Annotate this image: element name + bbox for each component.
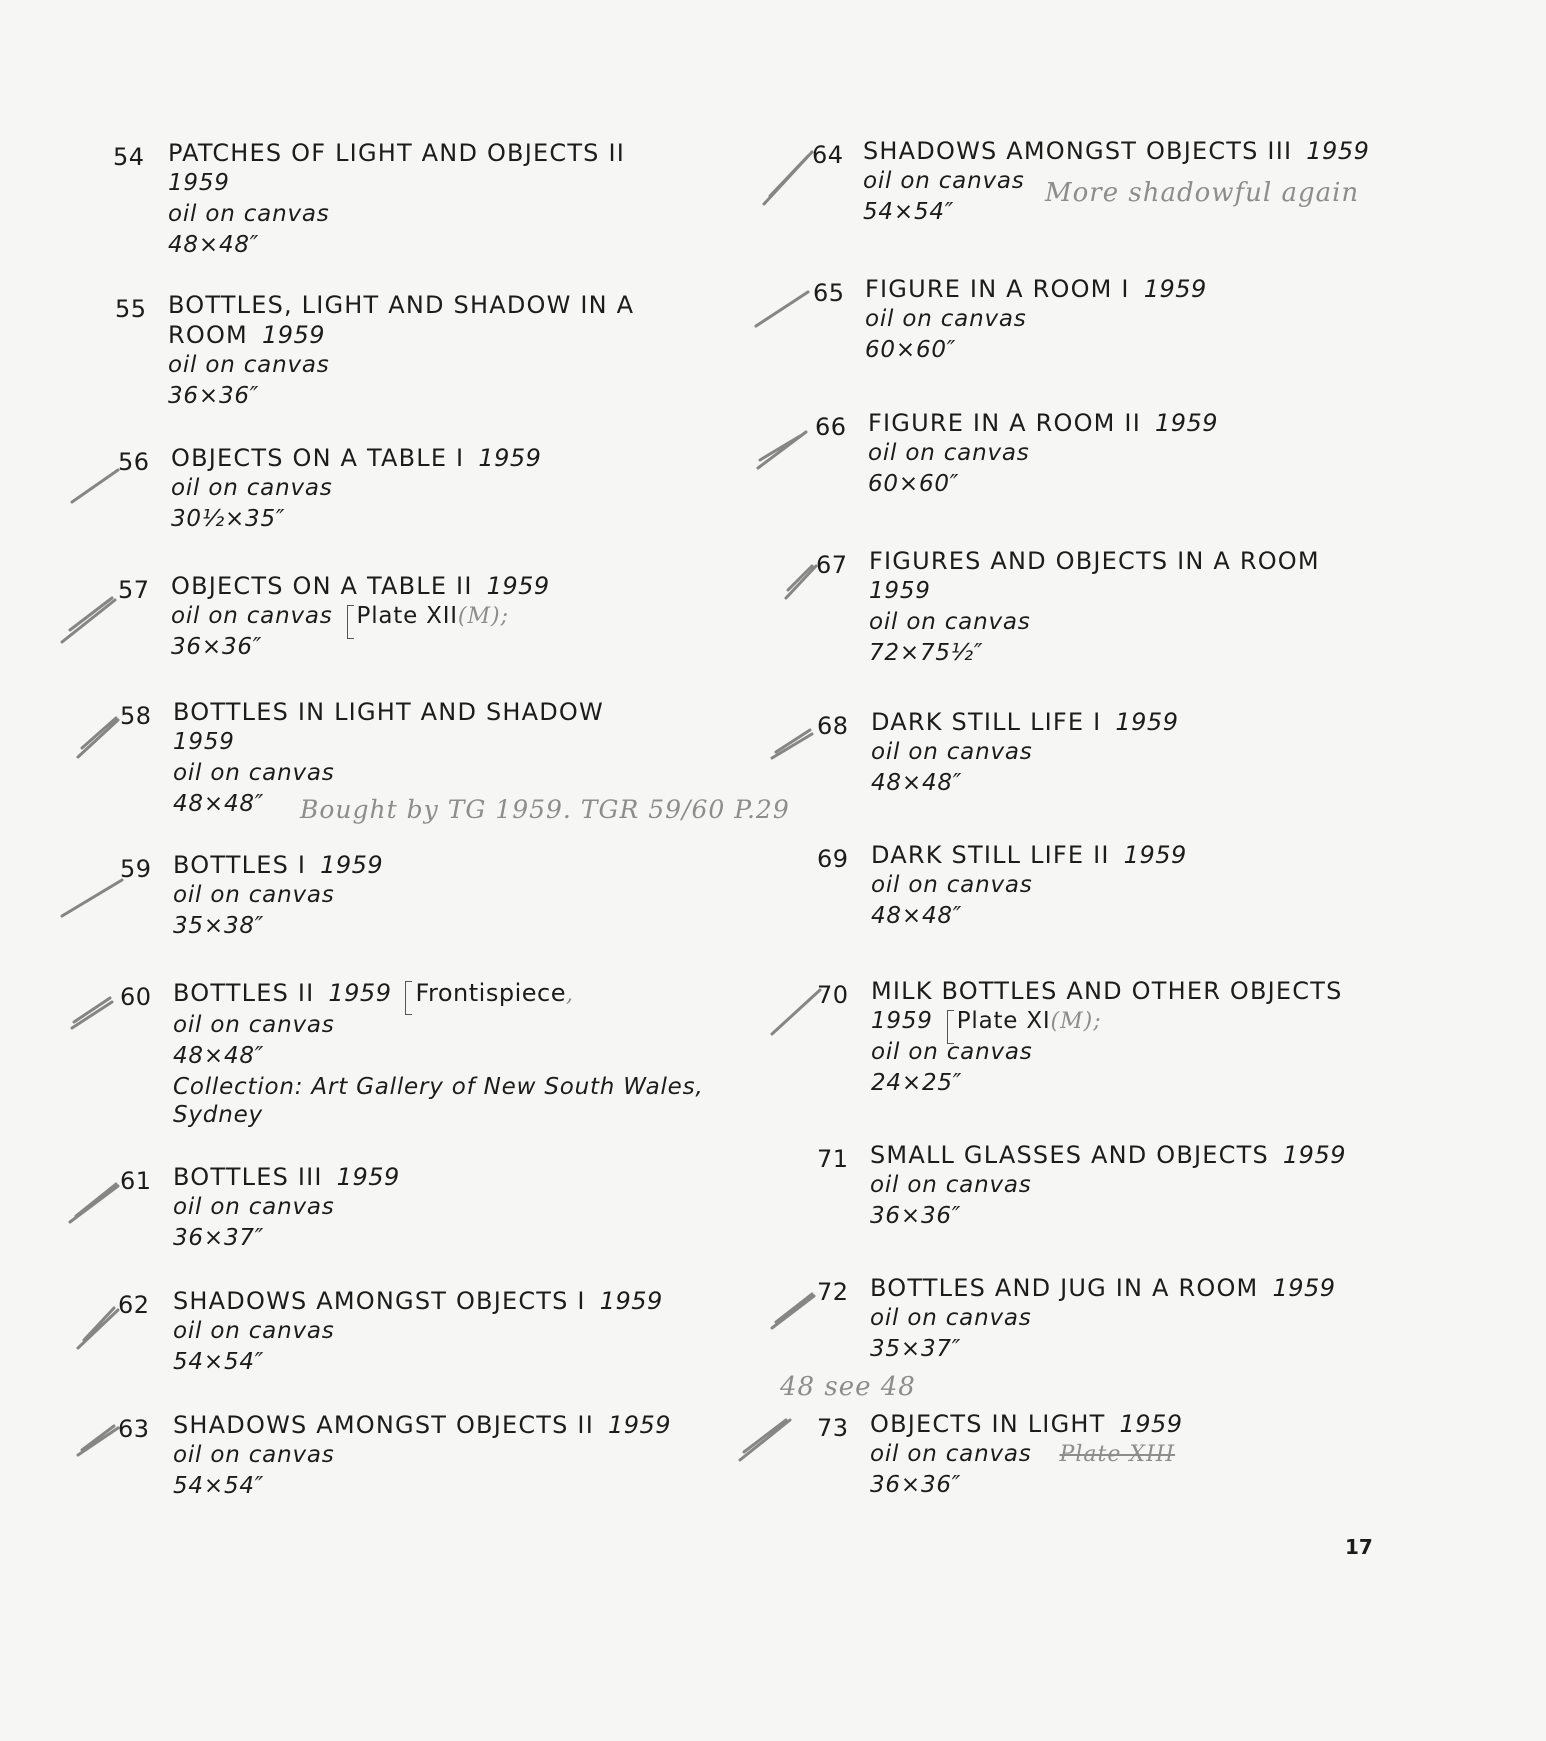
- entry-size: 48×48″: [871, 770, 963, 796]
- entry-medium: oil on canvas: [173, 1442, 335, 1468]
- entry-title: SMALL GLASSES AND OBJECTS: [870, 1141, 1269, 1169]
- entry-size: 36×36″: [870, 1203, 962, 1229]
- entry-year: 1959: [1282, 1141, 1346, 1169]
- entry-number: 66: [815, 413, 847, 441]
- entry-title: BOTTLES II: [173, 979, 315, 1007]
- entry-number: 55: [115, 295, 147, 323]
- tick-62-icon: [78, 1308, 118, 1348]
- tick-56-icon: [72, 470, 118, 502]
- entry-size: 36×37″: [173, 1225, 265, 1251]
- entry-size: 35×37″: [870, 1336, 962, 1362]
- entry-70: [817, 976, 1437, 1099]
- entry-medium: oil on canvas: [870, 1441, 1032, 1467]
- entry-number: 72: [817, 1278, 849, 1306]
- entry-67: [816, 546, 1436, 669]
- entry-size: 60×60″: [868, 471, 960, 497]
- entry-year: 1959: [1143, 275, 1207, 303]
- entry-size: 54×54″: [173, 1349, 265, 1375]
- entry-number: 60: [120, 983, 152, 1011]
- entry-medium: oil on canvas: [871, 872, 1033, 898]
- tick-61-icon: [70, 1184, 118, 1222]
- entry-title: DARK STILL LIFE II: [871, 841, 1110, 869]
- plate-reference: Plate XI: [947, 1008, 1051, 1034]
- page-number: 17: [1345, 1535, 1373, 1559]
- entry-year: 1959: [168, 170, 230, 196]
- pencil-note-see: 48 see 48: [780, 1372, 916, 1402]
- entry-title: MILK BOTTLES AND OTHER OBJECTS: [871, 977, 1343, 1005]
- tick-60-icon: [72, 998, 112, 1028]
- entry-medium: oil on canvas: [868, 440, 1030, 466]
- pencil-note: (M);: [457, 604, 509, 629]
- tick-59-icon: [62, 880, 122, 916]
- entry-title: DARK STILL LIFE I: [871, 708, 1102, 736]
- entry-68: [817, 707, 1437, 799]
- entry-title: FIGURES AND OBJECTS IN A ROOM: [869, 547, 1320, 575]
- entry-60: [120, 978, 740, 1131]
- entry-year: 1959: [1154, 409, 1219, 437]
- entry-year: 1959: [869, 578, 931, 604]
- pencil-note: ,: [565, 982, 574, 1007]
- struck-plate-note: Plate XIII: [1059, 1442, 1176, 1467]
- entry-title: BOTTLES AND JUG IN A ROOM: [870, 1274, 1259, 1302]
- entry-54: [113, 138, 733, 261]
- entry-number: 61: [120, 1167, 152, 1195]
- entry-year: 1959: [599, 1287, 663, 1315]
- entry-number: 69: [817, 845, 849, 873]
- entry-title: BOTTLES I: [173, 851, 307, 879]
- entry-size: 54×54″: [863, 199, 955, 225]
- entry-size: 30½×35″: [171, 506, 286, 532]
- plate-reference: Plate XII: [347, 603, 458, 629]
- entry-number: 67: [816, 551, 848, 579]
- entry-size: 36×36″: [168, 383, 260, 409]
- entry-61: [120, 1162, 740, 1254]
- entry-71: [817, 1140, 1437, 1232]
- pencil-note: (M);: [1050, 1009, 1102, 1034]
- entry-size: 60×60″: [865, 337, 957, 363]
- entry-number: 65: [813, 279, 845, 307]
- entry-medium: oil on canvas: [865, 306, 1027, 332]
- entry-number: 54: [113, 143, 145, 171]
- entry-medium: oil on canvas: [171, 603, 333, 629]
- entry-title: SHADOWS AMONGST OBJECTS I: [173, 1287, 586, 1315]
- entry-title: OBJECTS IN LIGHT: [870, 1410, 1106, 1438]
- tick-70-icon: [772, 990, 820, 1034]
- entry-number: 68: [817, 712, 849, 740]
- entry-year: 1959: [871, 1008, 933, 1034]
- entry-number: 58: [120, 702, 152, 730]
- entry-size: 36×36″: [870, 1472, 962, 1498]
- entry-year: 1959: [1119, 1410, 1183, 1438]
- entry-size: 48×48″: [871, 903, 963, 929]
- entry-year: 1959: [336, 1163, 400, 1191]
- entry-number: 62: [118, 1291, 150, 1319]
- entry-63: [118, 1410, 738, 1502]
- entry-number: 59: [120, 855, 152, 883]
- entry-year: 1959: [261, 321, 326, 349]
- entry-medium: oil on canvas: [870, 1172, 1032, 1198]
- entry-title: BOTTLES IN LIGHT AND SHADOW: [173, 698, 604, 726]
- entry-number: 63: [118, 1415, 150, 1443]
- entry-medium: oil on canvas: [869, 609, 1031, 635]
- pencil-note-shadowful: More shadowful again: [1045, 178, 1360, 208]
- entry-title: SHADOWS AMONGST OBJECTS II: [173, 1411, 594, 1439]
- entry-medium: oil on canvas: [871, 739, 1033, 765]
- entry-number: 70: [817, 981, 849, 1009]
- tick-57-icon: [62, 598, 115, 642]
- entry-62: [118, 1286, 738, 1378]
- tick-58-icon: [78, 718, 118, 757]
- tick-73-icon: [740, 1420, 790, 1460]
- entry-year: 1959: [173, 729, 235, 755]
- entry-size: 48×48″: [173, 1043, 265, 1069]
- entry-title: BOTTLES, LIGHT AND SHADOW IN A: [168, 291, 635, 319]
- tick-63-icon: [78, 1426, 118, 1455]
- entry-57: [118, 571, 738, 663]
- entry-title: PATCHES OF LIGHT AND OBJECTS II: [168, 139, 626, 167]
- entry-66: [815, 408, 1435, 500]
- entry-size: 36×36″: [171, 634, 263, 660]
- entry-size: 48×48″: [173, 791, 265, 817]
- entry-year: 1959: [328, 979, 392, 1007]
- entry-size: 72×75½″: [869, 640, 984, 666]
- entry-size: 35×38″: [173, 913, 265, 939]
- pencil-note-purchase: Bought by TG 1959. TGR 59/60 P.29: [300, 795, 790, 824]
- entry-year: 1959: [320, 851, 384, 879]
- entry-collection: Collection: Art Gallery of New South Wales,: [173, 1074, 704, 1100]
- entry-title: SHADOWS AMONGST OBJECTS III: [863, 137, 1293, 165]
- entry-number: 56: [118, 448, 150, 476]
- entry-year: 1959: [1306, 137, 1370, 165]
- entry-56: [118, 443, 738, 535]
- entry-year: 1959: [1272, 1274, 1336, 1302]
- entry-collection-cont: Sydney: [173, 1102, 263, 1128]
- tick-68-icon: [772, 730, 812, 758]
- entry-title: OBJECTS ON A TABLE II: [171, 572, 473, 600]
- entry-59: [120, 850, 740, 942]
- entry-medium: oil on canvas: [173, 1194, 335, 1220]
- tick-66-icon: [758, 432, 806, 468]
- tick-72-icon: [772, 1294, 814, 1328]
- entry-55: [115, 290, 735, 412]
- entry-medium: oil on canvas: [168, 201, 330, 227]
- entry-medium: oil on canvas: [871, 1039, 1033, 1065]
- entry-medium: oil on canvas: [173, 1318, 335, 1344]
- entry-number: 64: [812, 141, 844, 169]
- entry-title: OBJECTS ON A TABLE I: [171, 444, 465, 472]
- entry-title-cont: ROOM: [168, 321, 248, 349]
- entry-medium: oil on canvas: [173, 882, 335, 908]
- entry-medium: oil on canvas: [168, 352, 330, 378]
- entry-size: 24×25″: [871, 1070, 963, 1096]
- entry-year: 1959: [1115, 708, 1179, 736]
- tick-65-icon: [756, 292, 808, 326]
- plate-reference: Frontispiece: [405, 979, 566, 1007]
- entry-medium: oil on canvas: [870, 1305, 1032, 1331]
- entry-size: 48×48″: [168, 232, 260, 258]
- entry-65: [813, 274, 1433, 366]
- entry-medium: oil on canvas: [171, 475, 333, 501]
- entry-year: 1959: [478, 444, 542, 472]
- entry-year: 1959: [608, 1411, 672, 1439]
- entry-title: BOTTLES III: [173, 1163, 323, 1191]
- entry-number: 57: [118, 576, 150, 604]
- entry-title: FIGURE IN A ROOM II: [868, 409, 1141, 437]
- tick-64-icon: [764, 152, 812, 204]
- entry-medium: oil on canvas: [863, 168, 1025, 194]
- entry-72: [817, 1273, 1437, 1365]
- entry-medium: oil on canvas: [173, 1012, 335, 1038]
- entry-size: 54×54″: [173, 1473, 265, 1499]
- entry-number: 73: [817, 1414, 849, 1442]
- entry-number: 71: [817, 1145, 849, 1173]
- tick-67-icon: [786, 566, 816, 598]
- entry-73: [817, 1409, 1437, 1501]
- entry-69: [817, 840, 1437, 932]
- entry-year: 1959: [486, 572, 550, 600]
- entry-year: 1959: [1123, 841, 1187, 869]
- entry-title: FIGURE IN A ROOM I: [865, 275, 1130, 303]
- entry-medium: oil on canvas: [173, 760, 335, 786]
